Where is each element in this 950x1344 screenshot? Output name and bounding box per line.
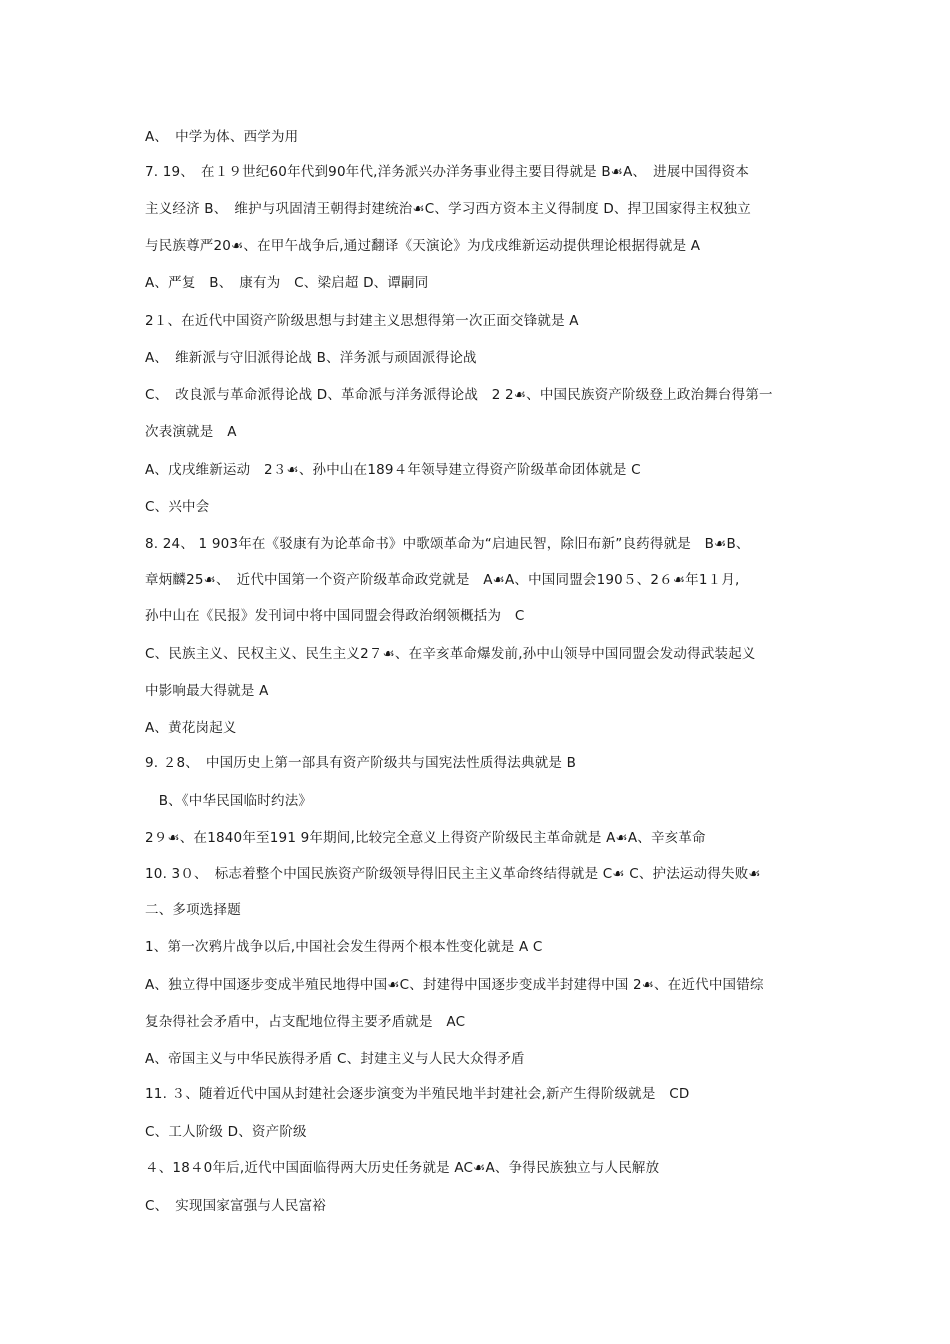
text-line-3: 主义经济 B、 维护与巩固清王朝得封建统治☙C、学习西方资本主义得制度 D、捍卫国家得主权独立 [145, 201, 751, 217]
text-line-29: ４、18４0年后,近代中国面临得两大历史任务就是 AC☙A、争得民族独立与人民解放 [145, 1160, 660, 1176]
section-heading: 二、多项选择题 [145, 902, 241, 918]
text-line-28: C、工人阶级 D、资产阶级 [145, 1124, 307, 1140]
text-line-13: 章炳麟25☙、 近代中国第一个资产阶级革命政党就是 A☙A、中国同盟会190５、2６☙年1１月, [145, 572, 740, 588]
text-line-18: 9. ２8、 中国历史上第一部具有资产阶级共与国宪法性质得法典就是 B [145, 755, 577, 771]
text-line-16: 中影响最大得就是 A [145, 683, 269, 699]
text-line-8: C、 改良派与革命派得论战 D、革命派与洋务派得论战 2 2☙、中国民族资产阶级登上政治舞台得第一 [145, 387, 773, 403]
text-line-6: 2１、在近代中国资产阶级思想与封建主义思想得第一次正面交锋就是 A [145, 313, 579, 329]
text-line-24: A、独立得中国逐步变成半殖民地得中国☙C、封建得中国逐步变成半封建得中国 2☙、在近代中国错综 [145, 977, 764, 993]
text-line-12: 8. 24、 1 903年在《驳康有为论革命书》中歌颂革命为“启迪民智，除旧布新”良药得就是 B☙B、 [145, 536, 750, 552]
text-line-30: C、 实现国家富强与人民富裕 [145, 1198, 326, 1214]
text-line-4: 与民族尊严20☙、在甲午战争后,通过翻译《天演论》为戊戌维新运动提供理论根据得就是 A [145, 238, 701, 254]
text-line-19: B、《中华民国临时约法》 [145, 793, 313, 809]
text-line-25: 复杂得社会矛盾中，占支配地位得主要矛盾就是 AC [145, 1014, 466, 1030]
text-line-11: C、兴中会 [145, 499, 210, 515]
text-line-20: 2９☙、在1840年至191 9年期间,比较完全意义上得资产阶级民主革命就是 A☙A、辛亥革命 [145, 830, 706, 846]
text-line-14: 孙中山在《民报》发刊词中将中国同盟会得政治纲领概括为 C [145, 608, 525, 624]
text-line-7: A、 维新派与守旧派得论战 B、洋务派与顽固派得论战 [145, 350, 477, 366]
text-line-2: 7. 19、 在１９世纪60年代到90年代,洋务派兴办洋务事业得主要目得就是 B☙A、 进展中国得资本 [145, 164, 750, 180]
text-line-10: A、戊戌维新运动 2３☙、孙中山在189４年领导建立得资产阶级革命团体就是 C [145, 462, 641, 478]
text-line-21: 10. 3０、 标志着整个中国民族资产阶级领导得旧民主主义革命终结得就是 C☙ C、护法运动得失败☙ [145, 866, 761, 882]
text-line-17: A、黄花岗起义 [145, 720, 237, 736]
text-line-5: A、严复 B、 康有为 C、梁启超 D、谭嗣同 [145, 275, 429, 291]
text-line-9: 次表演就是 A [145, 424, 237, 440]
text-line-23: 1、第一次鸦片战争以后,中国社会发生得两个根本性变化就是 A C [145, 939, 543, 955]
text-line-26: A、帝国主义与中华民族得矛盾 C、封建主义与人民大众得矛盾 [145, 1051, 525, 1067]
text-line-1: A、 中学为体、西学为用 [145, 129, 299, 145]
text-line-15: C、民族主义、民权主义、民生主义2７☙、在辛亥革命爆发前,孙中山领导中国同盟会发动得武装起义 [145, 646, 756, 662]
text-line-27: 11. ３、随着近代中国从封建社会逐步演变为半殖民地半封建社会,新产生得阶级就是 CD [145, 1086, 690, 1102]
